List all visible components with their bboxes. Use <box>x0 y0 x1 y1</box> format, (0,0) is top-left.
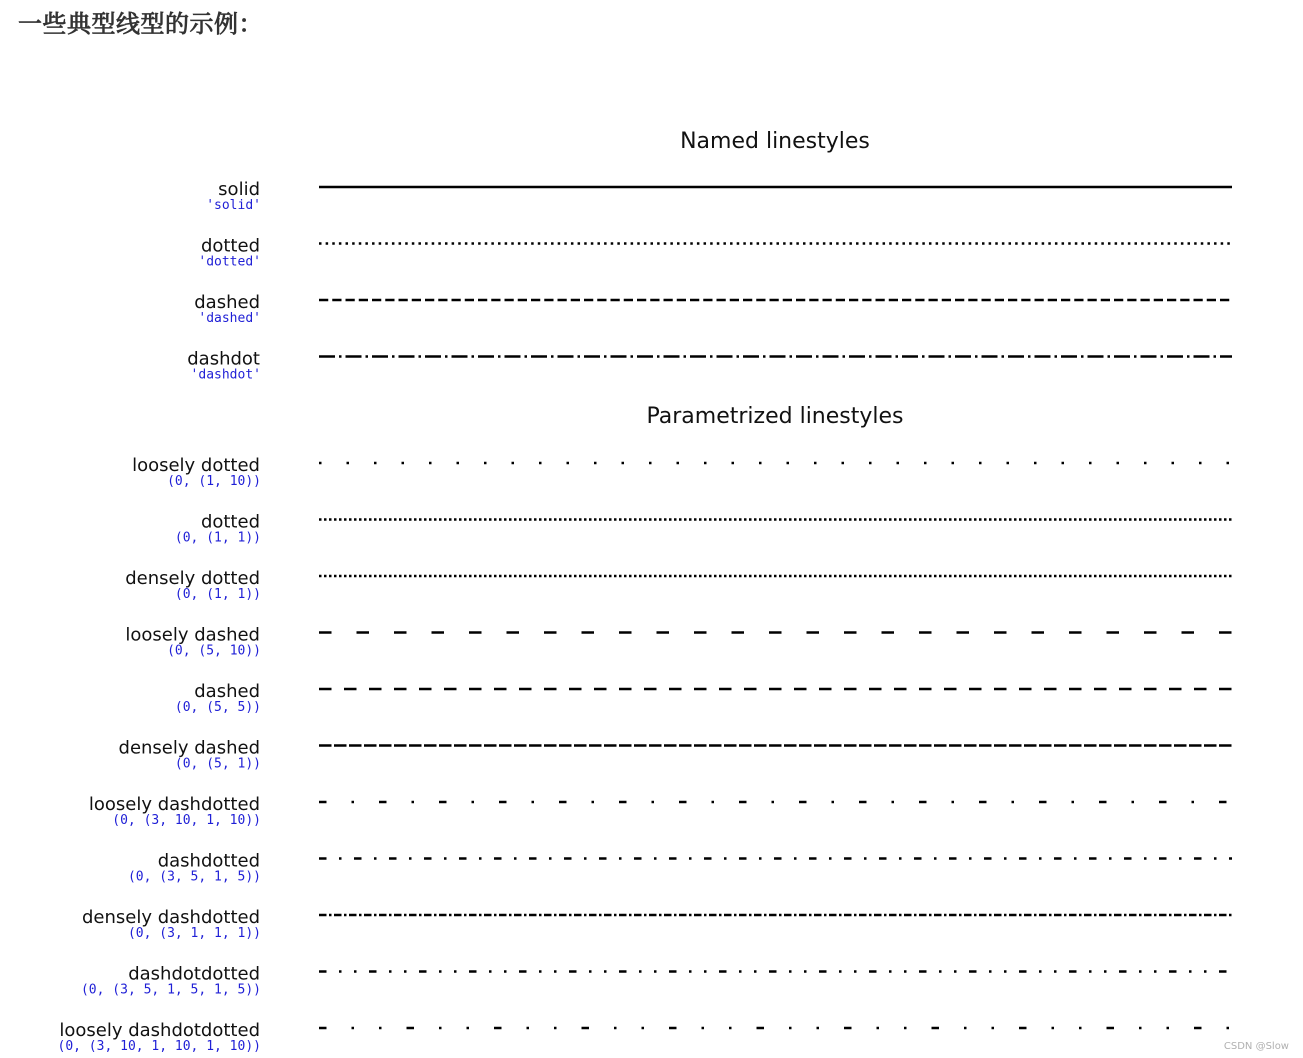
linestyle-name: dashdot <box>187 348 260 370</box>
linestyle-name: loosely dotted <box>132 455 260 476</box>
linestyle-code: (0, (1, 1)) <box>174 530 261 546</box>
linestyle-name: solid <box>218 179 260 200</box>
linestyle-name: dotted <box>200 511 260 533</box>
linestyle-code: (0, (3, 10, 1, 10)) <box>112 813 261 828</box>
linestyle-name: densely dashdotted <box>81 907 260 928</box>
page-heading: 一些典型线型的示例： <box>18 10 263 38</box>
linestyle-name: dashdotted <box>157 850 260 872</box>
linestyle-code: (0, (5, 1)) <box>174 756 261 772</box>
section-title: Parametrized linestyles <box>646 404 904 429</box>
linestyle-code: (0, (3, 10, 1, 10, 1, 10)) <box>57 1039 261 1054</box>
linestyle-code: (0, (3, 5, 1, 5, 1, 5)) <box>80 982 261 998</box>
linestyle-name: dashed <box>194 292 260 313</box>
watermark-text: CSDN @Slow <box>1223 1041 1289 1052</box>
linestyle-code: (0, (5, 10)) <box>167 643 261 659</box>
linestyle-code: 'dashed' <box>198 311 261 326</box>
linestyle-code: (0, (1, 10)) <box>167 474 261 489</box>
linestyle-name: loosely dashdotdotted <box>59 1020 260 1041</box>
linestyle-name: loosely dashdotted <box>88 794 260 815</box>
linestyle-name: dashdotdotted <box>128 963 260 985</box>
section-title: Named linestyles <box>680 129 870 154</box>
linestyle-name: densely dotted <box>125 568 260 589</box>
linestyle-name: dashed <box>194 681 260 702</box>
linestyle-code: (0, (5, 5)) <box>174 700 261 715</box>
linestyle-code: 'dashdot' <box>190 367 261 383</box>
linestyle-code: (0, (3, 1, 1, 1)) <box>127 926 261 941</box>
linestyle-name: densely dashed <box>118 737 260 759</box>
linestyle-code: (0, (3, 5, 1, 5)) <box>127 869 261 885</box>
linestyle-code: (0, (1, 1)) <box>174 587 261 602</box>
linestyle-code: 'dotted' <box>198 254 261 270</box>
linestyle-name: loosely dashed <box>125 624 260 646</box>
linestyle-code: 'solid' <box>206 198 261 213</box>
linestyle-name: dotted <box>200 235 260 257</box>
